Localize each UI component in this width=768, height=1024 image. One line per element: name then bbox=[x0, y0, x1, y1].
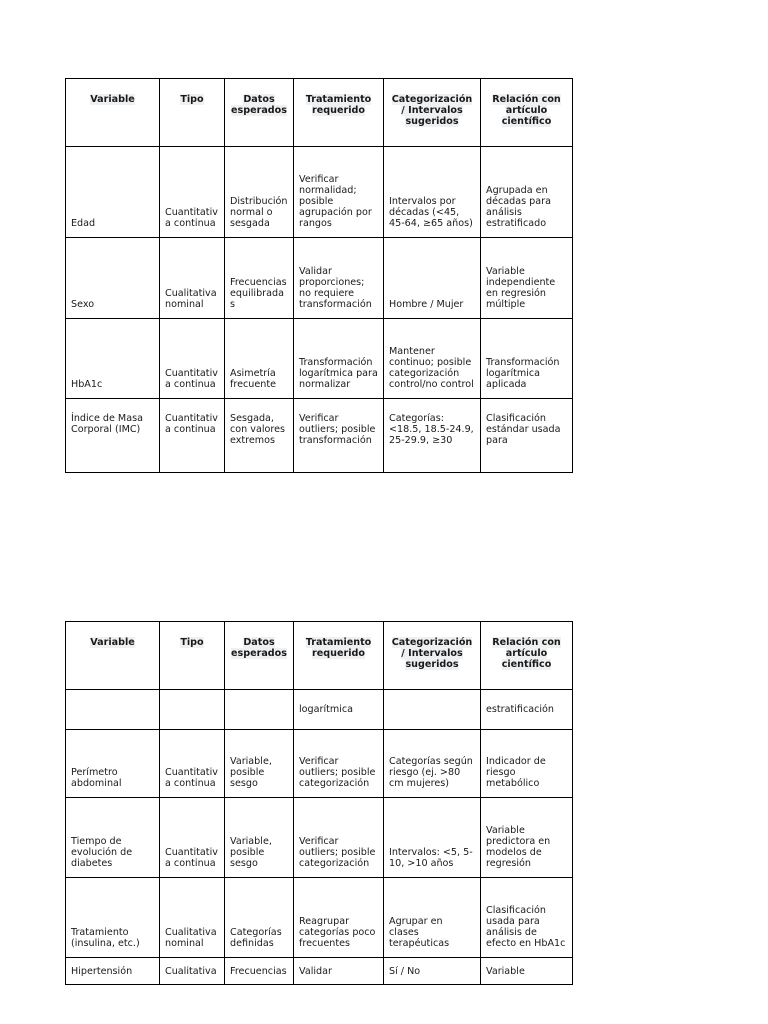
cell-tratamiento: Verificar normalidad; posible agrupación por rangos bbox=[294, 147, 384, 238]
cell-relacion: Transformación logarítmica aplicada bbox=[481, 319, 573, 399]
cell-variable: Hipertensión bbox=[66, 958, 160, 985]
cell-categorizacion: Agrupar en clases terapéuticas bbox=[384, 878, 481, 958]
cell-variable: Índice de Masa Corporal (IMC) bbox=[66, 399, 160, 473]
cell-relacion: Indicador de riesgo metabólico bbox=[481, 730, 573, 798]
table-row bbox=[66, 798, 573, 878]
variables-table-2 bbox=[65, 621, 573, 985]
cell-datos: Categorías definidas bbox=[225, 878, 294, 958]
cell-tratamiento: Verificar outliers; posible transformación bbox=[294, 399, 384, 473]
cell-variable bbox=[66, 690, 160, 730]
cell-relacion: Clasificación estándar usada para bbox=[481, 399, 573, 473]
cell-datos: Asimetría frecuente bbox=[225, 319, 294, 399]
table-row bbox=[66, 319, 573, 399]
cell-datos bbox=[225, 690, 294, 730]
cell-relacion: estratificación bbox=[481, 690, 573, 730]
header-tratamiento: Tratamiento requerido bbox=[294, 622, 384, 690]
cell-tratamiento: Reagrupar categorías poco frecuentes bbox=[294, 878, 384, 958]
cell-tratamiento: Verificar outliers; posible categorización bbox=[294, 730, 384, 798]
cell-tipo: Cuantitativa continua bbox=[160, 319, 225, 399]
header-relacion: Relación con artículo científico bbox=[481, 622, 573, 690]
cell-relacion: Variable bbox=[481, 958, 573, 985]
header-categorizacion: Categorización / Intervalos sugeridos bbox=[384, 79, 481, 147]
cell-tratamiento: Verificar outliers; posible categorización bbox=[294, 798, 384, 878]
table-row bbox=[66, 730, 573, 798]
cell-datos: Variable, posible sesgo bbox=[225, 730, 294, 798]
cell-categorizacion: Intervalos por décadas (<45, 45-64, ≥65 años) bbox=[384, 147, 481, 238]
variables-table-1 bbox=[65, 78, 573, 473]
header-relacion: Relación con artículo científico bbox=[481, 79, 573, 147]
header-tipo: Tipo bbox=[160, 79, 225, 147]
header-datos-esperados: Datos esperados bbox=[225, 622, 294, 690]
cell-categorizacion: Categorías según riesgo (ej. >80 cm mujeres) bbox=[384, 730, 481, 798]
table-row bbox=[66, 958, 573, 985]
cell-relacion: Clasificación usada para análisis de efecto en HbA1c bbox=[481, 878, 573, 958]
cell-relacion: Variable predictora en modelos de regresión bbox=[481, 798, 573, 878]
cell-datos: Frecuencias equilibradas bbox=[225, 238, 294, 319]
cell-tipo: Cuantitativa continua bbox=[160, 399, 225, 473]
header-categorizacion: Categorización / Intervalos sugeridos bbox=[384, 622, 481, 690]
cell-datos: Sesgada, con valores extremos bbox=[225, 399, 294, 473]
cell-categorizacion: Hombre / Mujer bbox=[384, 238, 481, 319]
cell-variable: Edad bbox=[66, 147, 160, 238]
cell-relacion: Variable independiente en regresión múltiple bbox=[481, 238, 573, 319]
cell-datos: Frecuencias bbox=[225, 958, 294, 985]
cell-categorizacion: Sí / No bbox=[384, 958, 481, 985]
cell-tipo: Cuantitativa continua bbox=[160, 147, 225, 238]
table-row bbox=[66, 147, 573, 238]
cell-datos: Distribución normal o sesgada bbox=[225, 147, 294, 238]
cell-categorizacion: Mantener continuo; posible categorización control/no control bbox=[384, 319, 481, 399]
cell-relacion: Agrupada en décadas para análisis estratificado bbox=[481, 147, 573, 238]
cell-variable: Sexo bbox=[66, 238, 160, 319]
cell-tipo: Cualitativa nominal bbox=[160, 878, 225, 958]
cell-tipo: Cuantitativa continua bbox=[160, 798, 225, 878]
table-row bbox=[66, 690, 573, 730]
cell-tratamiento: Transformación logarítmica para normalizar bbox=[294, 319, 384, 399]
cell-datos: Variable, posible sesgo bbox=[225, 798, 294, 878]
cell-tipo: Cuantitativa continua bbox=[160, 730, 225, 798]
header-variable: Variable bbox=[66, 622, 160, 690]
table-row bbox=[66, 238, 573, 319]
header-tipo: Tipo bbox=[160, 622, 225, 690]
cell-tipo: Cualitativa nominal bbox=[160, 238, 225, 319]
header-variable: Variable bbox=[66, 79, 160, 147]
table-header-row bbox=[66, 79, 573, 147]
cell-categorizacion: Categorías: <18.5, 18.5-24.9, 25-29.9, ≥30 bbox=[384, 399, 481, 473]
cell-variable: Tratamiento (insulina, etc.) bbox=[66, 878, 160, 958]
header-tratamiento: Tratamiento requerido bbox=[294, 79, 384, 147]
header-datos-esperados: Datos esperados bbox=[225, 79, 294, 147]
cell-tratamiento: Validar proporciones; no requiere transformación bbox=[294, 238, 384, 319]
table-row bbox=[66, 399, 573, 473]
table-row bbox=[66, 878, 573, 958]
cell-tratamiento: Validar bbox=[294, 958, 384, 985]
cell-variable: Perímetro abdominal bbox=[66, 730, 160, 798]
cell-tratamiento: logarítmica bbox=[294, 690, 384, 730]
cell-variable: Tiempo de evolución de diabetes bbox=[66, 798, 160, 878]
cell-variable: HbA1c bbox=[66, 319, 160, 399]
cell-tipo bbox=[160, 690, 225, 730]
cell-categorizacion bbox=[384, 690, 481, 730]
cell-tipo: Cualitativa bbox=[160, 958, 225, 985]
cell-categorizacion: Intervalos: <5, 5-10, >10 años bbox=[384, 798, 481, 878]
table-header-row bbox=[66, 622, 573, 690]
